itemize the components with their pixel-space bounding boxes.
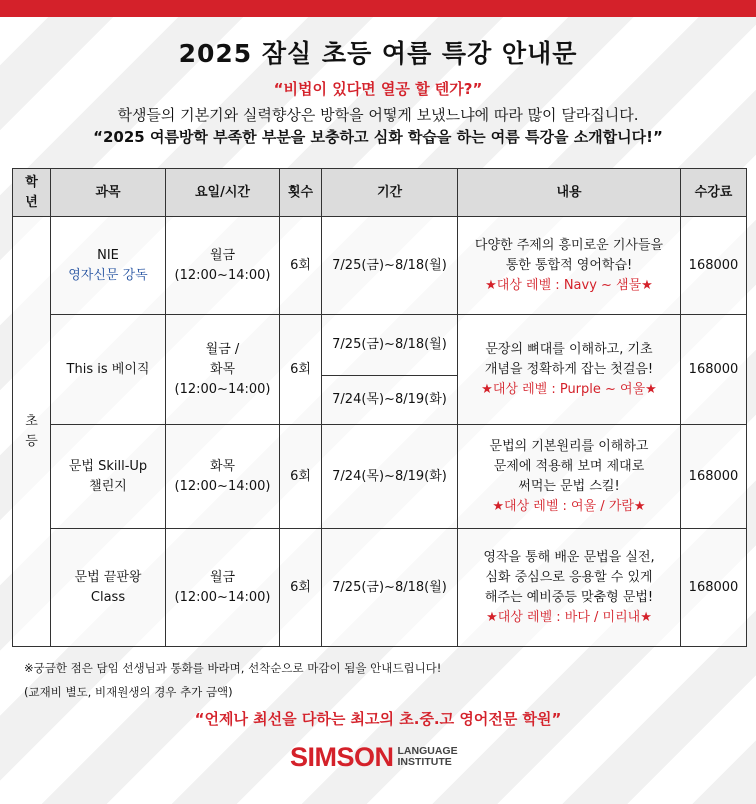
- sessions-cell: 6회: [280, 425, 322, 529]
- grade-cell: 초 등: [13, 217, 51, 647]
- target-level: ★대상 레벨 : 여울 / 가람★: [492, 498, 646, 514]
- header-schedule: 요일/시간: [166, 169, 280, 217]
- sessions-cell: 6회: [280, 529, 322, 647]
- intro-text: [0, 104, 756, 148]
- subject-cell: This is 베이직: [51, 315, 166, 425]
- sessions-cell: 6회: [280, 315, 322, 425]
- table-row: [13, 315, 747, 376]
- period-cell: 7/24(목)~8/19(화): [322, 376, 458, 425]
- intro-line-2: “2025 여름방학 부족한 부분을 보충하고 심화 학습을 하는 여름 특강을 소개합니다!”: [93, 128, 663, 146]
- target-level: ★대상 레벨 : 바다 / 미리내★: [486, 609, 652, 625]
- header-grade: 학 년: [13, 169, 51, 217]
- table-header-row: [13, 169, 747, 217]
- target-level: ★대상 레벨 : Navy ~ 샘물★: [485, 277, 653, 293]
- target-level: ★대상 레벨 : Purple ~ 여울★: [481, 381, 657, 397]
- fee-cell: 168000: [681, 217, 747, 315]
- subject-cell: 문법 끝판왕 Class: [51, 529, 166, 647]
- slogan: “비법이 있다면 열공 할 텐가?”: [273, 80, 483, 98]
- subject-cell: 문법 Skill-Up 챌린지: [51, 425, 166, 529]
- table-row: [13, 529, 747, 647]
- course-table: [12, 168, 747, 647]
- header-content: 내용: [458, 169, 681, 217]
- fee-cell: 168000: [681, 529, 747, 647]
- table-row: [13, 425, 747, 529]
- sessions-cell: 6회: [280, 217, 322, 315]
- period-cell: 7/25(금)~8/18(월): [322, 315, 458, 376]
- fee-cell: 168000: [681, 315, 747, 425]
- content-cell: 문법의 기본원리를 이해하고 문제에 적용해 보며 제대로 써먹는 문법 스킬! ★대상 레벨 : 여울 / 가람★: [458, 425, 681, 529]
- content-cell: 영작을 통해 배운 문법을 실전, 심화 중심으로 응용할 수 있게 해주는 예비중등 맞춤형 문법! ★대상 레벨 : 바다 / 미리내★: [458, 529, 681, 647]
- header-sessions: 횟수: [280, 169, 322, 217]
- table-row: [13, 217, 747, 315]
- logo-brand: SIMSON: [290, 741, 394, 772]
- page-title: 2025 잠실 초등 여름 특강 안내문: [178, 39, 578, 68]
- top-accent-bar: [0, 0, 756, 17]
- schedule-cell: 월금 / 화목 (12:00~14:00): [166, 315, 280, 425]
- simson-logo: [290, 742, 458, 772]
- textbook-note: (교재비 별도, 비재원생의 경우 추가 금액): [24, 685, 233, 699]
- schedule-cell: 화목 (12:00~14:00): [166, 425, 280, 529]
- schedule-cell: 월금 (12:00~14:00): [166, 217, 280, 315]
- fee-cell: 168000: [681, 425, 747, 529]
- period-cell: 7/25(금)~8/18(월): [322, 529, 458, 647]
- academy-motto: “언제나 최선을 다하는 최고의 초.중.고 영어전문 학원”: [194, 710, 562, 728]
- header-period: 기간: [322, 169, 458, 217]
- subject-cell: NIE 영자신문 강독: [51, 217, 166, 315]
- period-cell: 7/25(금)~8/18(월): [322, 217, 458, 315]
- period-cell: 7/24(목)~8/19(화): [322, 425, 458, 529]
- intro-line-1: 학생들의 기본기와 실력향상은 방학을 어떻게 보냈느냐에 따라 많이 달라집니다.: [117, 106, 639, 124]
- inquiry-note: ※궁금한 점은 담임 선생님과 통화를 바라며, 선착순으로 마감이 됨을 안내드립니다!: [24, 661, 442, 675]
- header-fee: 수강료: [681, 169, 747, 217]
- content-cell: 문장의 뼈대를 이해하고, 기초 개념을 정확하게 잡는 첫걸음! ★대상 레벨 : Purple ~ 여울★: [458, 315, 681, 425]
- content-cell: 다양한 주제의 흥미로운 기사들을 통한 통합적 영어학습! ★대상 레벨 : Navy ~ 샘물★: [458, 217, 681, 315]
- logo-subtitle: LANGUAGE INSTITUTE: [397, 745, 458, 768]
- header-subject: 과목: [51, 169, 166, 217]
- schedule-cell: 월금 (12:00~14:00): [166, 529, 280, 647]
